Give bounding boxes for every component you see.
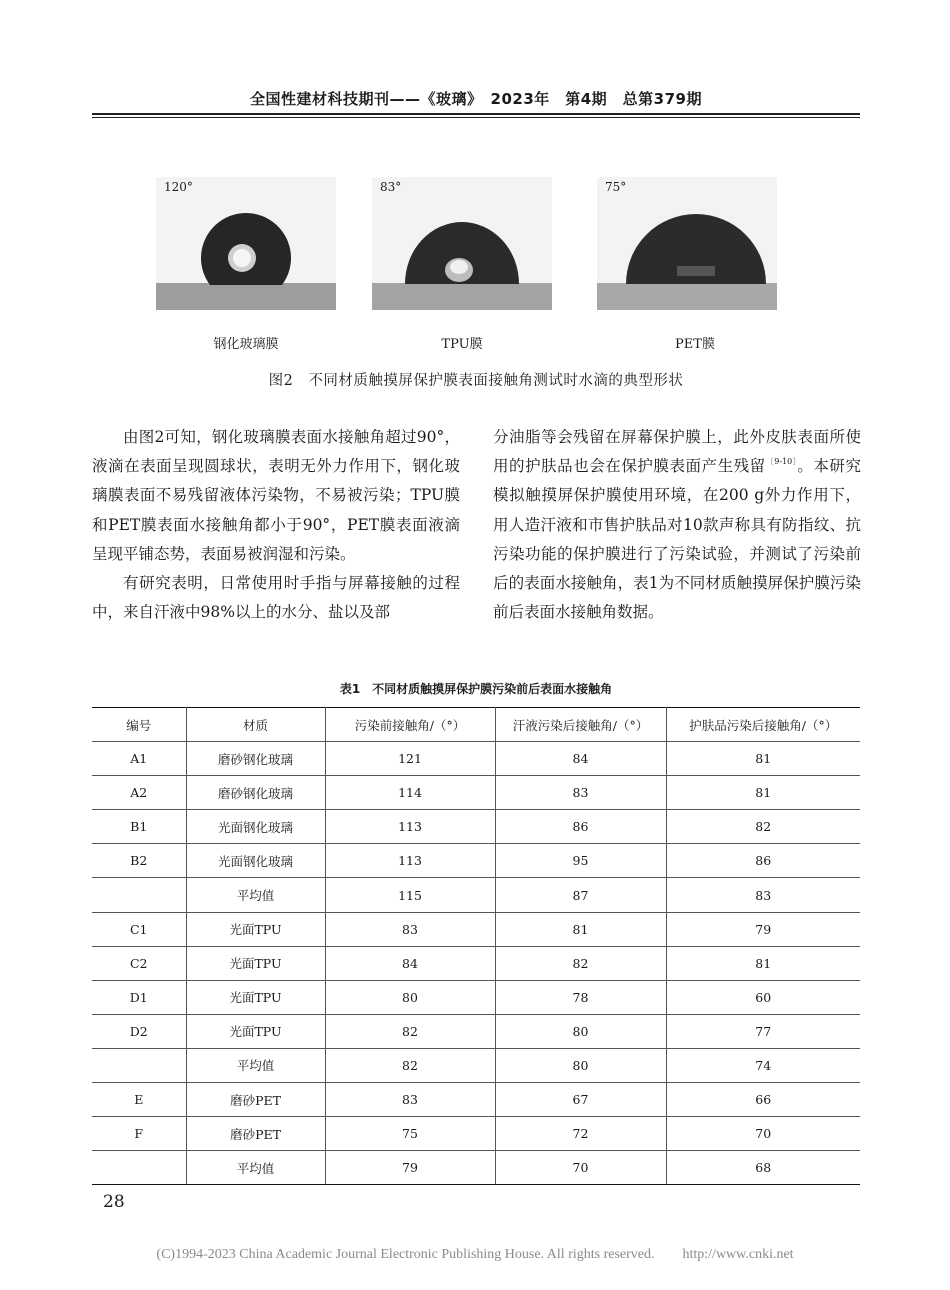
table-row xyxy=(92,946,860,980)
table-cell: 78 xyxy=(495,980,666,1014)
table-cell: 81 xyxy=(666,742,860,776)
table-cell: C1 xyxy=(92,912,186,946)
paragraph-text: 。本研究模拟触摸屏保护膜使用环境，在200 g外力作用下，用人造汗液和市售护肤品对10款声称具有防指纹、抗污染功能的保护膜进行了污染试验，并测试了污染前后的表面水接触角，表1为不同材质触摸屏保护膜污染前后表面水接触角数据。 xyxy=(493,457,861,622)
header-cell: 编号 xyxy=(92,708,186,742)
table-cell: F xyxy=(92,1117,186,1151)
table-cell xyxy=(92,1151,186,1185)
table-row xyxy=(92,1014,860,1048)
table-cell: 121 xyxy=(325,742,495,776)
table-cell: 80 xyxy=(325,980,495,1014)
header-rule-thick xyxy=(92,113,860,115)
paragraph-text: 分油脂等会残留在屏幕保护膜上，此外皮肤表面所使用的护肤品也会在保护膜表面产生残留 xyxy=(493,428,861,476)
table-cell: 84 xyxy=(325,946,495,980)
table-cell: 光面TPU xyxy=(186,912,325,946)
page-number: 28 xyxy=(103,1192,125,1212)
table-row xyxy=(92,742,860,776)
table-row xyxy=(92,1117,860,1151)
table-cell: 磨砂钢化玻璃 xyxy=(186,776,325,810)
table-cell: 77 xyxy=(666,1014,860,1048)
table-row-average xyxy=(92,878,860,912)
table-cell: 光面TPU xyxy=(186,946,325,980)
contact-angle-table xyxy=(92,707,860,1185)
table-cell: 82 xyxy=(666,810,860,844)
copyright-footer: (C)1994-2023 China Academic Journal Electronic Publishing House. All rights reserved. http://www.cnki.net xyxy=(156,1247,794,1262)
header-cell: 汗液污染后接触角/（°） xyxy=(495,708,666,742)
table-cell: 75 xyxy=(325,1117,495,1151)
table-cell: 光面钢化玻璃 xyxy=(186,810,325,844)
table-cell: 光面TPU xyxy=(186,980,325,1014)
table-cell: 66 xyxy=(666,1083,860,1117)
body-column-left xyxy=(92,423,460,627)
table-row xyxy=(92,1083,860,1117)
citation-ref[interactable]: 〔9-10〕 xyxy=(765,457,798,467)
table-cell: 82 xyxy=(325,1014,495,1048)
table-header-row xyxy=(92,708,860,742)
table-row xyxy=(92,980,860,1014)
journal-header: 全国性建材科技期刊——《玻璃》 2023年 第4期 总第379期 xyxy=(250,90,702,108)
paragraph: 有研究表明，日常使用时手指与屏幕接触的过程中，来自汗液中98%以上的水分、盐以及部 xyxy=(92,574,460,622)
table-cell: D2 xyxy=(92,1014,186,1048)
table-row xyxy=(92,844,860,878)
table-cell: B1 xyxy=(92,810,186,844)
panel-caption-tpu: TPU膜 xyxy=(441,337,483,352)
table-cell: 86 xyxy=(666,844,860,878)
paragraph: 由图2可知，钢化玻璃膜表面水接触角超过90°，液滴在表面呈现圆球状，表明无外力作用下，钢化玻璃膜表面不易残留液体污染物，不易被污染；TPU膜和PET膜表面水接触角都小于90°，PET膜表面液滴呈现平铺态势，表面易被润湿和污染。 xyxy=(92,428,460,563)
table-cell: 82 xyxy=(495,946,666,980)
table-cell: 81 xyxy=(666,946,860,980)
table-cell: 84 xyxy=(495,742,666,776)
table-cell: 80 xyxy=(495,1048,666,1082)
table-cell: 68 xyxy=(666,1151,860,1185)
table-cell: 81 xyxy=(495,912,666,946)
table-cell: A2 xyxy=(92,776,186,810)
table-cell: 87 xyxy=(495,878,666,912)
table-cell: 74 xyxy=(666,1048,860,1082)
table-cell: 60 xyxy=(666,980,860,1014)
table-cell: 光面钢化玻璃 xyxy=(186,844,325,878)
table-cell: C2 xyxy=(92,946,186,980)
header-cell: 材质 xyxy=(186,708,325,742)
table-cell: 平均值 xyxy=(186,1151,325,1185)
table-cell xyxy=(92,1048,186,1082)
table-cell: 70 xyxy=(666,1117,860,1151)
table-cell: 70 xyxy=(495,1151,666,1185)
contact-angle-label: 83° xyxy=(380,180,402,194)
table-cell: 115 xyxy=(325,878,495,912)
table-row-average xyxy=(92,1151,860,1185)
table-cell xyxy=(92,878,186,912)
table-cell: 79 xyxy=(666,912,860,946)
table-cell: 67 xyxy=(495,1083,666,1117)
table-cell: 平均值 xyxy=(186,878,325,912)
table-cell: B2 xyxy=(92,844,186,878)
panel-caption-pet: PET膜 xyxy=(675,337,715,352)
table-row-average xyxy=(92,1048,860,1082)
table-cell: A1 xyxy=(92,742,186,776)
header-cell: 护肤品污染后接触角/（°） xyxy=(666,708,860,742)
table-row xyxy=(92,810,860,844)
table-row xyxy=(92,776,860,810)
table-cell: 72 xyxy=(495,1117,666,1151)
droplet-photo-pet xyxy=(597,177,777,310)
table-cell: 平均值 xyxy=(186,1048,325,1082)
table-row xyxy=(92,912,860,946)
table-cell: 83 xyxy=(325,1083,495,1117)
paragraph xyxy=(493,423,861,627)
table-cell: 磨砂PET xyxy=(186,1117,325,1151)
table-cell: 113 xyxy=(325,844,495,878)
table-cell: 79 xyxy=(325,1151,495,1185)
table-cell: 磨砂PET xyxy=(186,1083,325,1117)
table-title: 表1 不同材质触摸屏保护膜污染前后表面水接触角 xyxy=(339,682,613,696)
table-cell: 83 xyxy=(666,878,860,912)
contact-angle-label: 120° xyxy=(164,180,193,194)
droplet-photo-tpu xyxy=(372,177,552,310)
table-cell: E xyxy=(92,1083,186,1117)
table-cell: D1 xyxy=(92,980,186,1014)
table-cell: 81 xyxy=(666,776,860,810)
contact-angle-label: 75° xyxy=(605,180,627,194)
table-cell: 113 xyxy=(325,810,495,844)
table-cell: 80 xyxy=(495,1014,666,1048)
header-cell: 污染前接触角/（°） xyxy=(325,708,495,742)
table-cell: 86 xyxy=(495,810,666,844)
body-column-right xyxy=(493,423,861,627)
table-cell: 磨砂钢化玻璃 xyxy=(186,742,325,776)
table-cell: 82 xyxy=(325,1048,495,1082)
figure-caption: 图2 不同材质触摸屏保护膜表面接触角测试时水滴的典型形状 xyxy=(268,373,684,389)
header-rule-thin xyxy=(92,117,860,118)
table-cell: 83 xyxy=(495,776,666,810)
table-cell: 83 xyxy=(325,912,495,946)
table-cell: 114 xyxy=(325,776,495,810)
table-cell: 光面TPU xyxy=(186,1014,325,1048)
table-cell: 95 xyxy=(495,844,666,878)
droplet-photo-tempered-glass xyxy=(156,177,336,310)
panel-caption-tempered-glass: 钢化玻璃膜 xyxy=(213,337,279,352)
